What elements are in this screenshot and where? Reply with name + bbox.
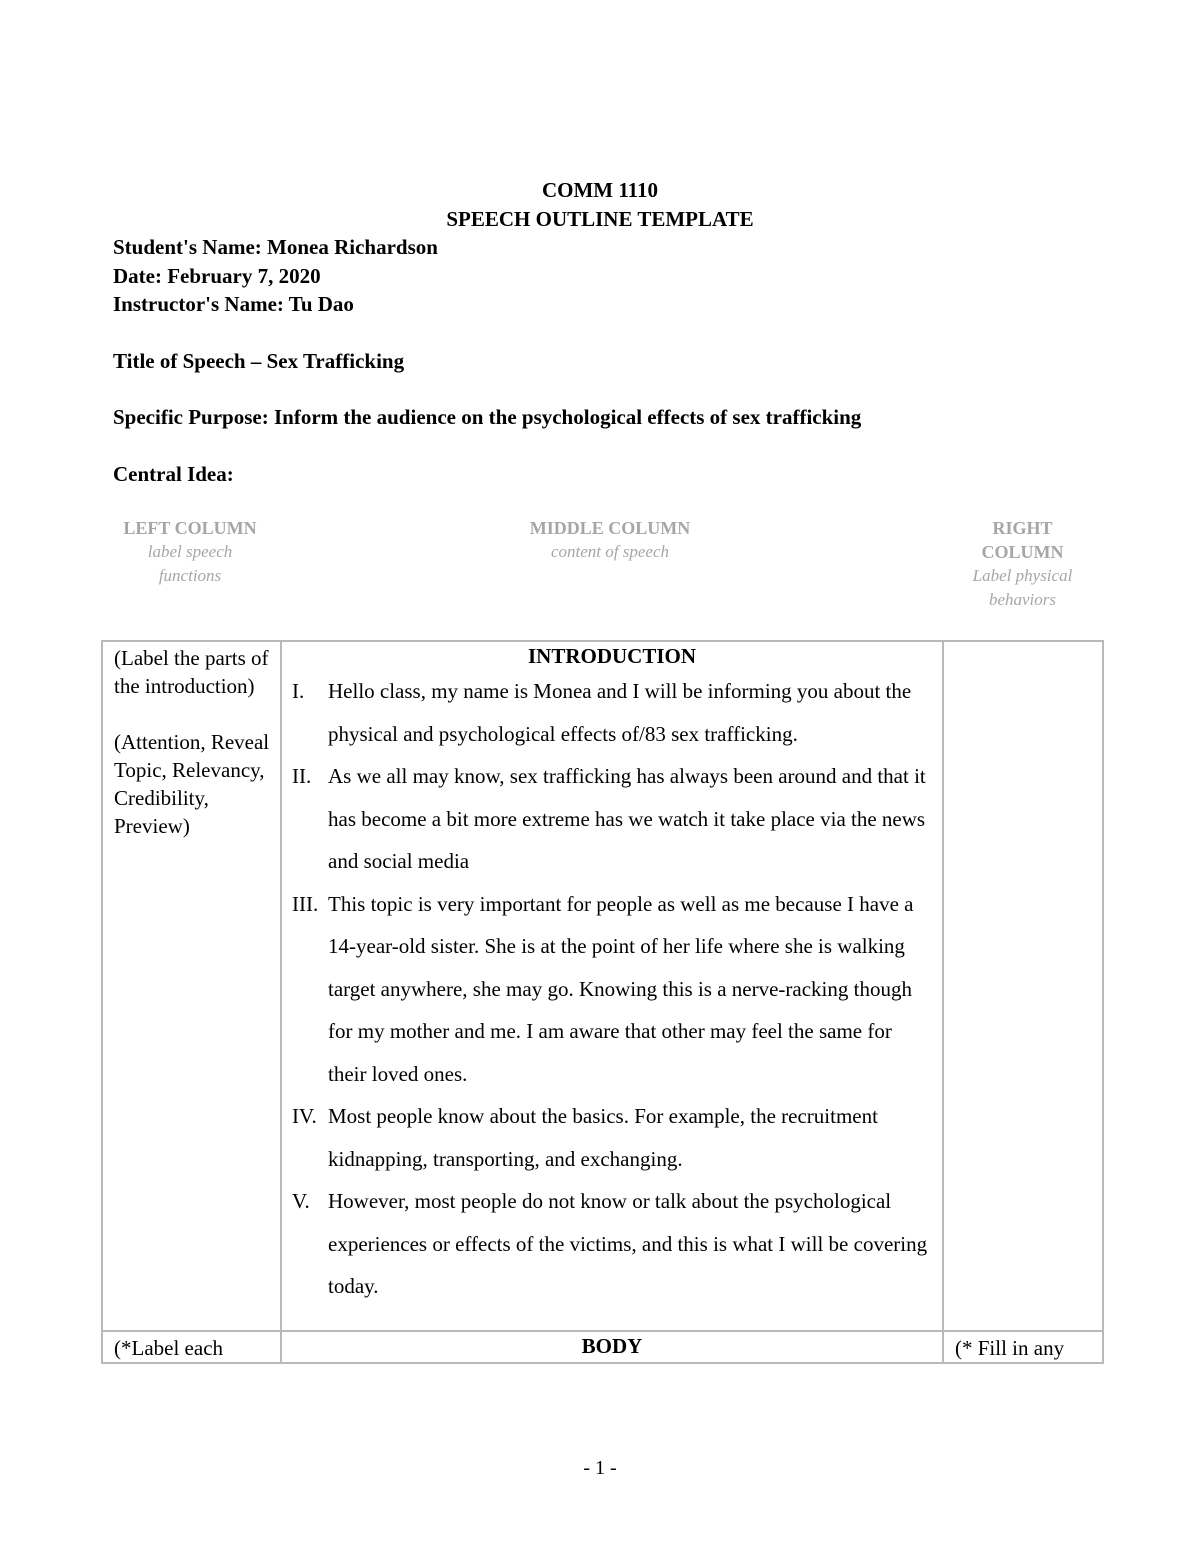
instructor-name: Instructor's Name: Tu Dao (113, 292, 354, 316)
body-heading: BODY (581, 1333, 643, 1358)
body-behavior-cell (943, 1331, 1103, 1363)
speech-outline-table (101, 640, 1104, 1364)
introduction-row (102, 641, 1103, 1331)
body-left-label: (*Label each (114, 1335, 224, 1360)
list-item-number: III. (292, 891, 319, 916)
introduction-heading: INTRODUCTION (527, 644, 697, 668)
list-item-text: As we all may know, sex trafficking has always been around and that it has become a bit more extreme has we watch it take place via the news and social media (328, 764, 926, 873)
right-column-guide (940, 516, 1105, 612)
course-code: COMM 1110 (541, 178, 659, 202)
student-name: Student's Name: Monea Richardson (113, 235, 438, 259)
template-title: SPEECH OUTLINE TEMPLATE (446, 207, 754, 231)
left-column-sub-1: label speech (147, 542, 233, 561)
list-item (292, 1095, 934, 1180)
body-right-label: (* Fill in any (955, 1335, 1065, 1360)
list-item (292, 755, 934, 883)
list-item (292, 883, 934, 1096)
list-item (292, 670, 934, 755)
list-item-text: Most people know about the basics. For example, the recruitment kidnapping, transporting, and exchanging. (328, 1104, 878, 1171)
middle-column-title: MIDDLE COLUMN (529, 518, 691, 538)
list-item-number: II. (292, 764, 312, 788)
list-item-text: Hello class, my name is Monea and I will be informing you about the physical and psychological effects of/83 sex trafficking. (328, 679, 912, 746)
specific-purpose: Specific Purpose: Inform the audience on the psychological effects of sex trafficking (113, 405, 862, 429)
intro-left-parts: (Attention, Reveal Topic, Relevancy, Credibility, Preview) (114, 730, 270, 838)
right-column-title-2: COLUMN (981, 542, 1064, 562)
intro-function-cell (102, 641, 281, 1331)
intro-behavior-cell (943, 641, 1103, 1331)
right-column-sub-1: Label physical (972, 566, 1073, 585)
middle-column-guide (480, 516, 740, 564)
right-column-title-1: RIGHT (992, 518, 1053, 538)
speech-title: Title of Speech – Sex Trafficking (113, 349, 405, 373)
list-item (292, 1180, 934, 1308)
middle-column-sub: content of speech (550, 542, 669, 561)
list-item-text: However, most people do not know or talk about the psychological experiences or effects of the victims, and this is what I will be covering today. (328, 1189, 928, 1298)
left-column-guide (95, 516, 285, 588)
date-line: Date: February 7, 2020 (113, 264, 321, 288)
list-item-text: This topic is very important for people as well as me because I have a 14-year-old sister. She is at the point of her life where she is walking target anywhere, she may go. Knowing this is a nerve-racking though for my mother and me. I am aware that other may feel the same for their loved ones. (328, 891, 914, 1086)
page-number: - 1 - (583, 1457, 617, 1479)
left-column-sub-2: functions (158, 566, 222, 585)
body-content-cell (281, 1331, 943, 1363)
list-item-number: I. (292, 679, 305, 703)
intro-left-label: (Label the parts of the introduction) (114, 646, 269, 698)
left-column-title: LEFT COLUMN (123, 518, 257, 538)
body-function-cell (102, 1331, 281, 1363)
list-item-number: V. (292, 1189, 310, 1213)
intro-content-cell (281, 641, 943, 1331)
list-item-number: IV. (292, 1104, 317, 1128)
right-column-sub-2: behaviors (988, 590, 1057, 609)
introduction-list (282, 670, 942, 1330)
body-row (102, 1331, 1103, 1363)
central-idea: Central Idea: (113, 462, 234, 486)
